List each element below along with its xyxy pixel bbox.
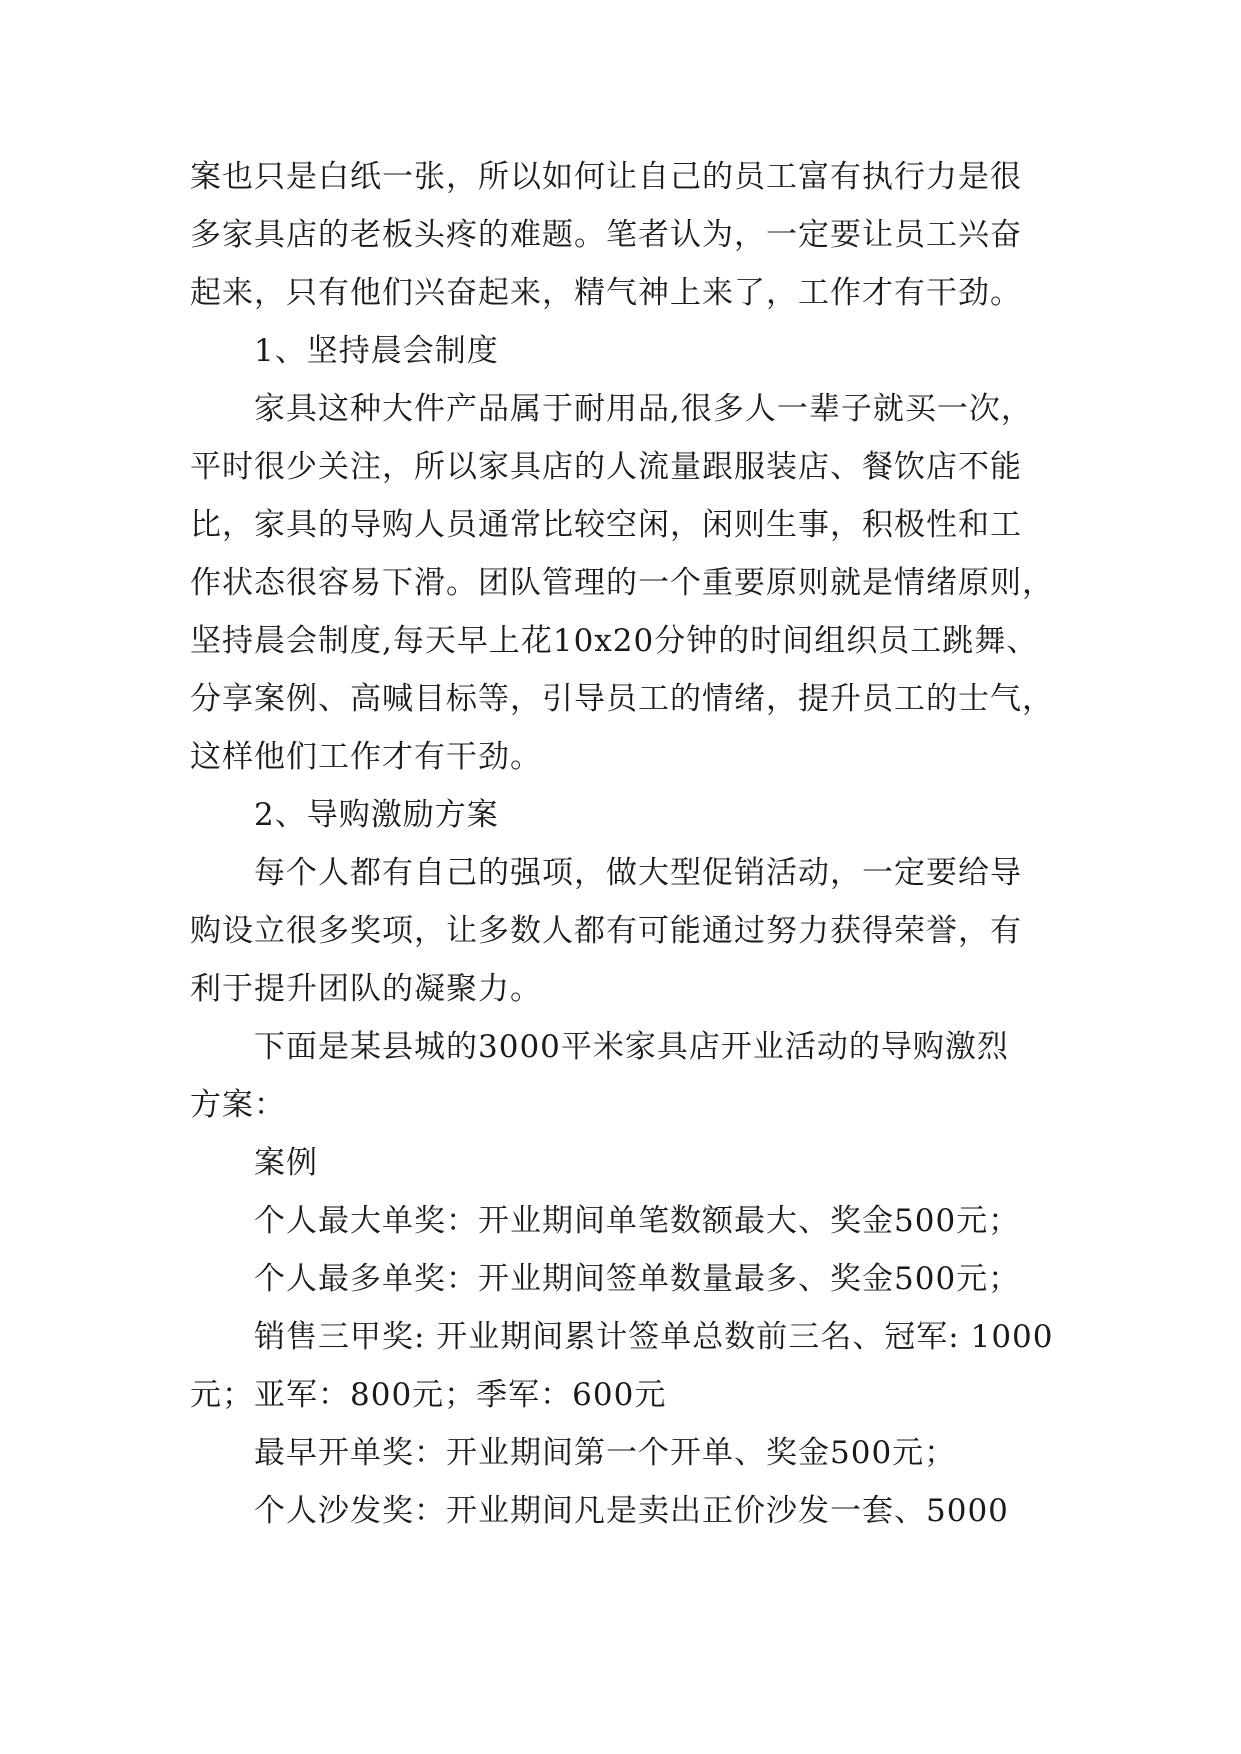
text-line: 利于提升团队的凝聚力。 — [190, 971, 542, 1007]
section-heading-1: 1、坚持晨会制度 — [254, 333, 499, 369]
award-item: 个人最大单奖：开业期间单笔数额最大、奖金500元； — [254, 1203, 1021, 1239]
section-heading-2: 2、导购激励方案 — [254, 797, 499, 833]
text-line: 家具这种大件产品属于耐用品,很多人一辈子就买一次， — [254, 391, 1033, 427]
award-item: 销售三甲奖: 开业期间累计签单总数前三名、冠军: 1000 — [254, 1319, 1054, 1355]
award-item-continued: 元；亚军：800元；季军：600元 — [190, 1377, 667, 1413]
award-item: 个人最多单奖：开业期间签单数量最多、奖金500元； — [254, 1261, 1021, 1297]
case-label: 案例 — [254, 1145, 318, 1181]
text-line: 每个人都有自己的强项，做大型促销活动，一定要给导 — [254, 855, 1022, 891]
text-line: 起来，只有他们兴奋起来，精气神上来了，工作才有干劲。 — [190, 275, 1022, 311]
text-line: 作状态很容易下滑。团队管理的一个重要原则就是情绪原则， — [190, 565, 1054, 601]
text-line: 多家具店的老板头疼的难题。笔者认为，一定要让员工兴奋 — [190, 217, 1022, 253]
award-item: 最早开单奖：开业期间第一个开单、奖金500元； — [254, 1435, 957, 1471]
text-line: 分享案例、高喊目标等，引导员工的情绪，提升员工的士气， — [190, 681, 1054, 717]
text-line: 购设立很多奖项，让多数人都有可能通过努力获得荣誉，有 — [190, 913, 1022, 949]
text-line: 这样他们工作才有干劲。 — [190, 739, 542, 775]
text-line: 比，家具的导购人员通常比较空闲，闲则生事，积极性和工 — [190, 507, 1022, 543]
document-body — [190, 148, 1054, 1540]
text-line: 坚持晨会制度,每天早上花10x20分钟的时间组织员工跳舞、 — [190, 623, 1039, 659]
text-line: 下面是某县城的3000平米家具店开业活动的导购激烈 — [254, 1029, 1009, 1065]
text-line: 方案： — [190, 1087, 286, 1123]
text-line: 案也只是白纸一张，所以如何让自己的员工富有执行力是很 — [190, 159, 1022, 195]
text-line: 平时很少关注，所以家具店的人流量跟服装店、餐饮店不能 — [190, 449, 1022, 485]
award-item: 个人沙发奖：开业期间凡是卖出正价沙发一套、5000 — [254, 1493, 1009, 1529]
